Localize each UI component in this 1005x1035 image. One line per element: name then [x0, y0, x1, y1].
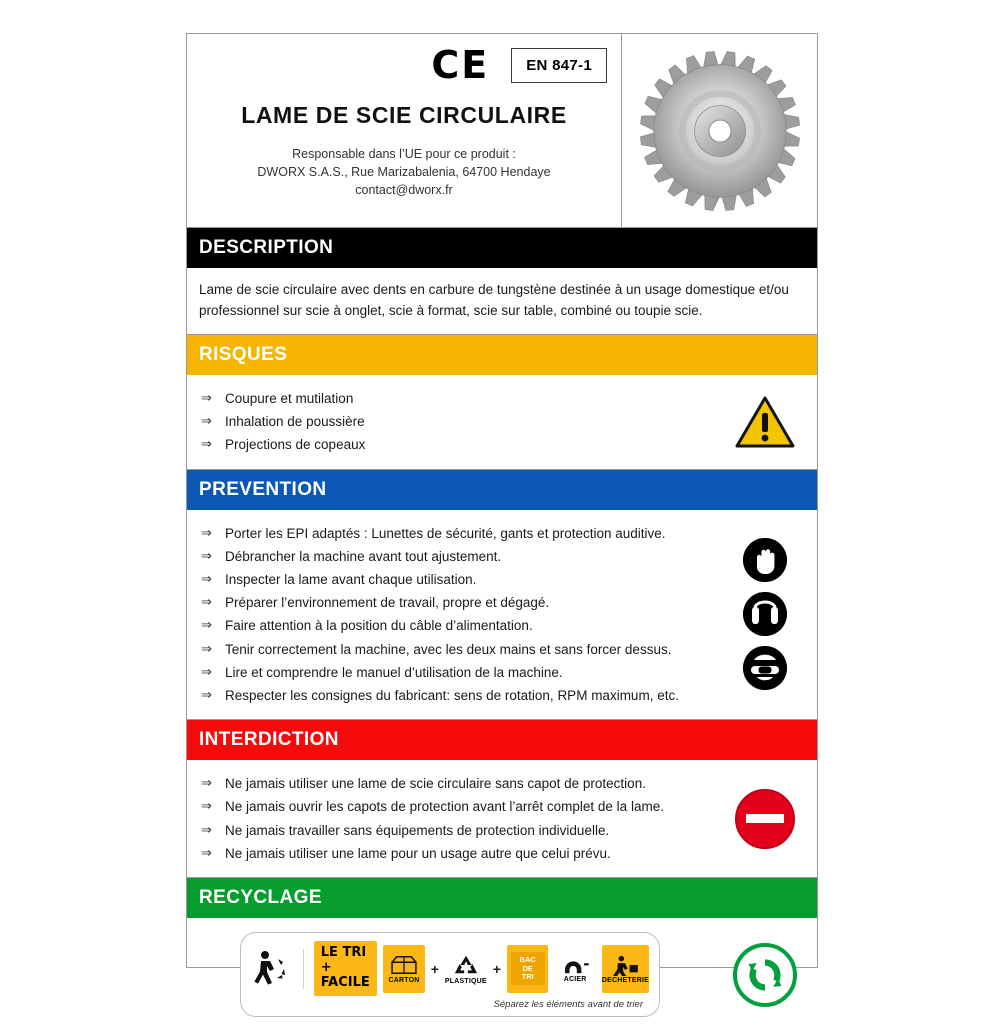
- prevention-list: [199, 522, 703, 708]
- recycle-cell-acier: [554, 945, 595, 993]
- recyclage-icons: [713, 943, 817, 1007]
- recycle-cell-bacdetri: [507, 945, 548, 993]
- no-entry-icon: [735, 789, 795, 849]
- section-body-interdiction: [187, 760, 817, 878]
- responsible-line-1: Responsable dans l’UE pour ce produit :: [292, 147, 516, 161]
- prevention-icons: [713, 510, 817, 720]
- bac-de-tri-icon: BAC DE TRI: [511, 952, 545, 985]
- section-title-recyclage: RECYCLAGE: [187, 878, 817, 918]
- list-item: ⇒ Ne jamais utiliser une lame de scie circulaire sans capot de protection.: [199, 772, 703, 795]
- header-right: [621, 34, 817, 227]
- prevention-list-wrap: [187, 510, 713, 720]
- list-item: ⇒ Ne jamais travailler sans équipements de protection individuelle.: [199, 819, 703, 842]
- section-body-risques: [187, 375, 817, 470]
- description-text-wrap: [187, 268, 817, 334]
- section-title-description: DESCRIPTION: [187, 228, 817, 268]
- plus-sign: +: [430, 960, 439, 977]
- recycle-cell-label: ACIER: [563, 975, 587, 983]
- gloves-icon: [743, 538, 787, 582]
- warning-triangle-icon: [735, 395, 795, 449]
- header-left: [187, 34, 621, 227]
- interdiction-list-wrap: [187, 760, 713, 877]
- section-body-prevention: [187, 510, 817, 721]
- no-entry-bar: [746, 814, 784, 823]
- list-item: ⇒ Préparer l’environnement de travail, propre et dégagé.: [199, 591, 703, 614]
- list-item: ⇒ Ne jamais utiliser une lame pour un usage autre que celui prévu.: [199, 842, 703, 865]
- recycle-banner-wrap: [187, 932, 713, 1017]
- recycle-cell-label: CARTON: [388, 976, 420, 984]
- recycle-cell-decheterie: [602, 945, 649, 993]
- list-item: ⇒ Coupure et mutilation: [199, 387, 703, 410]
- recycle-cell-plastique: [445, 945, 487, 993]
- recycle-arrows-icon: [450, 953, 482, 977]
- ce-row: [187, 34, 621, 87]
- list-item: ⇒ Faire attention à la position du câble d’alimentation.: [199, 614, 703, 637]
- list-item: ⇒ Tenir correctement la machine, avec les deux mains et sans forcer dessus.: [199, 638, 703, 661]
- list-item: ⇒ Débrancher la machine avant tout ajustement.: [199, 545, 703, 568]
- header: [187, 34, 817, 228]
- section-title-risques: RISQUES: [187, 335, 817, 375]
- section-title-interdiction: INTERDICTION: [187, 720, 817, 760]
- triman-slogan: [314, 941, 377, 996]
- triman-person-icon: [251, 947, 293, 991]
- triman-note: Séparez les éléments avant de trier: [493, 998, 643, 1010]
- interdiction-list: [199, 772, 703, 865]
- responsible-line-2: DWORX S.A.S., Rue Marizabalenia, 64700 Hendaye: [257, 165, 551, 180]
- carton-box-icon: [387, 954, 421, 976]
- section-body-description: [187, 268, 817, 335]
- green-dot-recycle-icon: [733, 943, 797, 1007]
- risques-list: [199, 387, 703, 457]
- section-body-recyclage: [187, 918, 817, 1035]
- ear-protection-icon: [743, 592, 787, 636]
- triman-divider: [303, 949, 304, 989]
- risques-list-wrap: [187, 375, 713, 469]
- steel-magnet-icon: [559, 955, 591, 975]
- norm-badge: EN 847-1: [511, 48, 607, 83]
- list-item: ⇒ Lire et comprendre le manuel d’utilisation de la machine.: [199, 661, 703, 684]
- triman-banner: [240, 932, 660, 1017]
- safety-datasheet: [186, 33, 818, 1010]
- list-item: ⇒ Inspecter la lame avant chaque utilisation.: [199, 568, 703, 591]
- responsible-line-3: contact@dworx.fr: [355, 183, 453, 198]
- plus-sign: +: [492, 960, 501, 977]
- recycle-cell-label: PLASTIQUE: [444, 977, 487, 985]
- responsible-block: [187, 145, 621, 199]
- description-text: Lame de scie circulaire avec dents en carbure de tungstène destinée à un usage domestique et/ou professionnel sur scie à onglet, scie à format, scie sur table, combiné ou toupie scie.: [199, 282, 789, 318]
- risques-icons: [713, 375, 817, 469]
- recycle-cell-carton: [383, 945, 424, 993]
- ce-mark-icon: CE: [431, 43, 490, 87]
- triman-slogan-line2: + FACILE: [320, 960, 370, 990]
- page-title: LAME DE SCIE CIRCULAIRE: [241, 102, 567, 128]
- recycle-cell-label: DECHETERIE: [601, 976, 649, 984]
- list-item: ⇒ Inhalation de poussière: [199, 410, 703, 433]
- triman-row: [251, 941, 649, 996]
- list-item: ⇒ Ne jamais ouvrir les capots de protection avant l’arrêt complet de la lame.: [199, 795, 703, 818]
- list-item: ⇒ Projections de copeaux: [199, 433, 703, 456]
- list-item: ⇒ Porter les EPI adaptés : Lunettes de sécurité, gants et protection auditive.: [199, 522, 703, 545]
- triman-slogan-line1: LE TRI: [320, 945, 367, 961]
- section-title-prevention: PREVENTION: [187, 470, 817, 510]
- circular-saw-blade-icon: [635, 46, 805, 216]
- interdiction-icons: [713, 760, 817, 877]
- recycling-center-icon: [609, 954, 641, 976]
- safety-glasses-icon: [743, 646, 787, 690]
- list-item: ⇒ Respecter les consignes du fabricant: sens de rotation, RPM maximum, etc.: [199, 684, 703, 707]
